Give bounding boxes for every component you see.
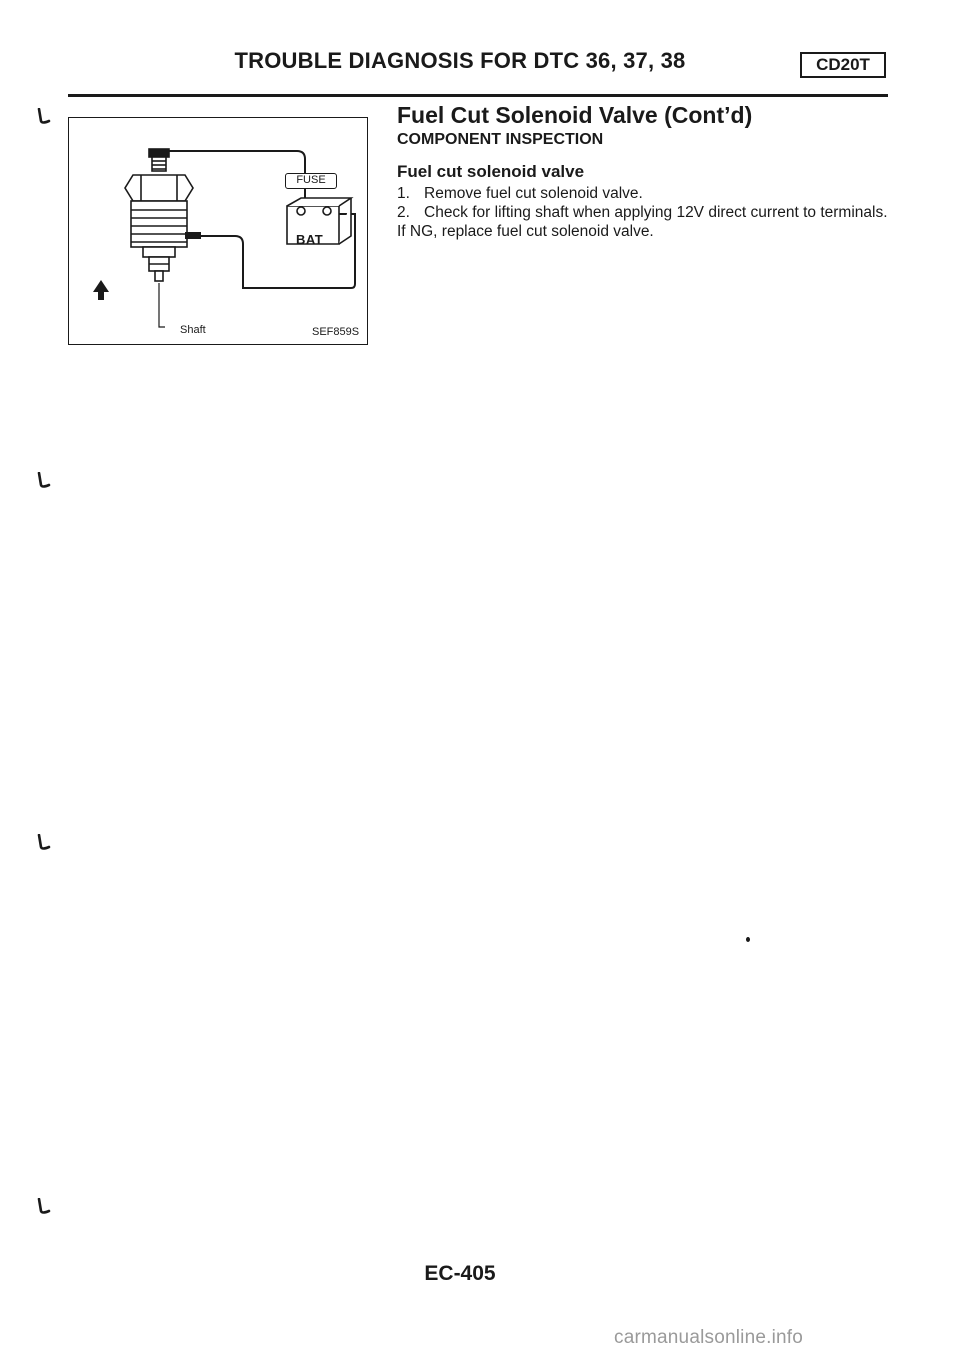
margin-mark-icon (37, 1198, 51, 1216)
ng-note: If NG, replace fuel cut solenoid valve. (397, 223, 654, 240)
section-title: Fuel Cut Solenoid Valve (Cont’d) (397, 102, 753, 128)
solenoid-test-diagram (68, 117, 368, 345)
lift-direction-arrow-icon (93, 280, 109, 300)
step-number: 1. (397, 185, 410, 202)
procedure-steps (397, 184, 892, 241)
stray-dot (746, 937, 750, 942)
engine-model-badge: CD20T (800, 52, 886, 78)
section-subtitle: COMPONENT INSPECTION (397, 131, 604, 148)
header-rule (68, 94, 888, 97)
procedure-step (397, 203, 892, 222)
figure-code: SEF859S (312, 326, 360, 338)
battery-label: BAT (296, 232, 324, 247)
step-number: 2. (397, 204, 410, 221)
shaft-label: Shaft (180, 324, 206, 336)
component-title: Fuel cut solenoid valve (397, 162, 585, 181)
solenoid-circuit-drawing (69, 118, 369, 346)
page-header-title: TROUBLE DIAGNOSIS FOR DTC 36, 37, 38 (234, 48, 686, 73)
step-text: Remove fuel cut solenoid valve. (424, 185, 643, 202)
margin-mark-icon (37, 472, 51, 490)
fuse-label: FUSE (285, 173, 337, 189)
procedure-step (397, 184, 892, 203)
step-text: Check for lifting shaft when applying 12V direct current to terminals. (424, 204, 888, 221)
margin-mark-icon (37, 108, 51, 126)
page-number: EC-405 (424, 1262, 496, 1285)
site-watermark: carmanualsonline.info (614, 1327, 804, 1348)
margin-mark-icon (37, 834, 51, 852)
